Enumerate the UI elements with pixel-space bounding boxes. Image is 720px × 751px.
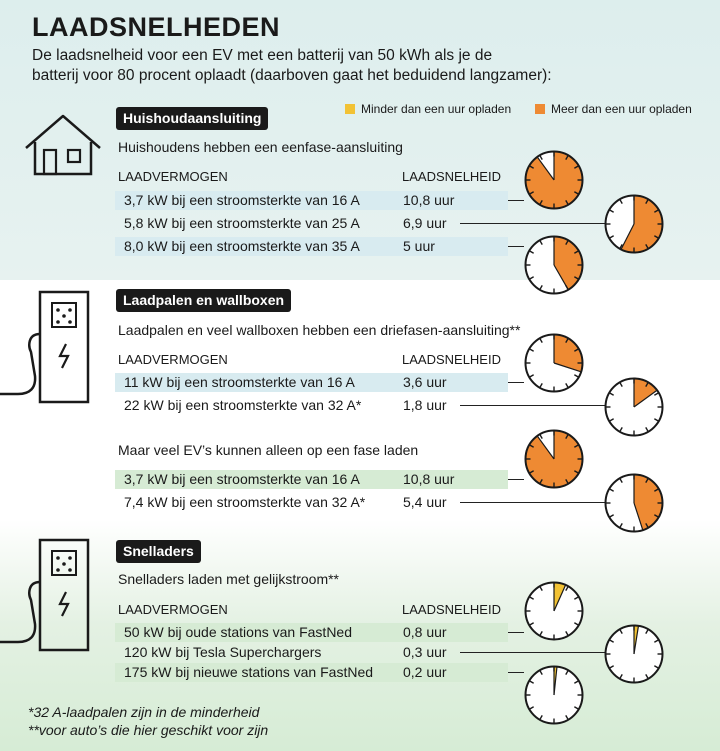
clock-wallbox-2	[603, 376, 665, 438]
wallbox-single-row-2-connector	[460, 502, 605, 503]
wallbox-badge: Laadpalen en wallboxen	[116, 289, 291, 312]
fast-row-3-label: 175 kW bij nieuwe stations van FastNed	[124, 664, 374, 680]
clock-wallbox-single-1	[523, 428, 585, 490]
fast-charger-icon	[0, 538, 100, 653]
household-row-2	[115, 214, 508, 233]
fast-subtitle: Snelladers laden met gelijkstroom**	[118, 571, 339, 587]
clock-household-1	[523, 149, 585, 211]
clock-fast-3	[523, 664, 585, 726]
household-col-speed: LAADSNELHEID	[402, 169, 501, 184]
fast-row-1-connector	[508, 632, 524, 633]
fast-row-3-connector	[508, 672, 524, 673]
wallbox-row-1	[115, 373, 508, 392]
wallbox-row-2-connector	[460, 405, 605, 406]
legend-label-over-hour: Meer dan een uur opladen	[551, 102, 692, 116]
household-row-1-value: 10,8 uur	[403, 192, 455, 208]
fast-row-1-value: 0,8 uur	[403, 624, 447, 640]
wallbox-row-1-connector	[508, 382, 524, 383]
fast-row-2-label: 120 kW bij Tesla Superchargers	[124, 644, 322, 660]
household-row-2-label: 5,8 kW bij een stroomsterkte van 25 A	[124, 215, 360, 231]
wallbox-single-row-1-connector	[508, 479, 524, 480]
household-row-2-value: 6,9 uur	[403, 215, 447, 231]
wallbox-row-2-label: 22 kW bij een stroomsterkte van 32 A*	[124, 397, 362, 413]
clock-household-3	[523, 234, 585, 296]
fast-badge: Snelladers	[116, 540, 201, 563]
legend-item-over-hour	[535, 102, 692, 116]
fast-row-1	[115, 623, 508, 642]
clock-wallbox-1	[523, 332, 585, 394]
clock-fast-2	[603, 623, 665, 685]
wallbox-subtitle: Laadpalen en veel wallboxen hebben een driefasen-aansluiting**	[118, 322, 521, 338]
wallbox-single-row-2-label: 7,4 kW bij een stroomsterkte van 32 A*	[124, 494, 366, 510]
fast-row-1-label: 50 kW bij oude stations van FastNed	[124, 624, 353, 640]
footnote-2: **voor auto’s die hier geschikt voor zijn	[28, 722, 269, 738]
wallbox-row-2	[115, 396, 508, 415]
fast-row-2	[115, 643, 508, 662]
clock-wallbox-single-2	[603, 472, 665, 534]
wallbox-single-row-1	[115, 470, 508, 489]
legend-label-under-hour: Minder dan een uur opladen	[361, 102, 512, 116]
household-col-power: LAADVERMOGEN	[118, 169, 228, 184]
household-row-3-connector	[508, 246, 524, 247]
intro-line-2: batterij voor 80 procent oplaadt (daarboven gaat het beduidend langzamer):	[32, 67, 552, 84]
fast-row-3-value: 0,2 uur	[403, 664, 447, 680]
intro-line-1: De laadsnelheid voor een EV met een batterij van 50 kWh als je de	[32, 47, 493, 64]
wallbox-single-row-2	[115, 493, 508, 512]
fast-col-power: LAADVERMOGEN	[118, 602, 228, 617]
household-row-1-connector	[508, 200, 524, 201]
household-row-2-connector	[460, 223, 605, 224]
clock-household-2	[603, 193, 665, 255]
wallbox-single-row-1-label: 3,7 kW bij een stroomsterkte van 16 A	[124, 471, 360, 487]
household-row-1	[115, 191, 508, 210]
charging-station-icon	[0, 290, 100, 405]
fast-row-2-value: 0,3 uur	[403, 644, 447, 660]
wallbox-subtitle-2: Maar veel EV’s kunnen alleen op een fase laden	[118, 442, 419, 458]
household-row-3	[115, 237, 508, 256]
clock-fast-1	[523, 580, 585, 642]
legend-item-under-hour	[345, 102, 511, 116]
household-row-3-label: 8,0 kW bij een stroomsterkte van 35 A	[124, 238, 360, 254]
fast-col-speed: LAADSNELHEID	[402, 602, 501, 617]
fast-row-3	[115, 663, 508, 682]
fast-row-2-connector	[460, 652, 605, 653]
household-subtitle: Huishoudens hebben een eenfase-aansluiting	[118, 139, 403, 155]
footnote-1: *32 A-laadpalen zijn in de minderheid	[28, 704, 260, 720]
household-row-1-label: 3,7 kW bij een stroomsterkte van 16 A	[124, 192, 360, 208]
page-title: LAADSNELHEDEN	[32, 12, 281, 42]
wallbox-row-1-label: 11 kW bij een stroomsterkte van 16 A	[124, 374, 355, 390]
legend-swatch-over-hour	[535, 104, 545, 114]
house-icon	[24, 112, 102, 176]
household-badge: Huishoudaansluiting	[116, 107, 268, 130]
legend-swatch-under-hour	[345, 104, 355, 114]
wallbox-col-power: LAADVERMOGEN	[118, 352, 228, 367]
wallbox-col-speed: LAADSNELHEID	[402, 352, 501, 367]
wallbox-single-row-2-value: 5,4 uur	[403, 494, 447, 510]
wallbox-single-row-1-value: 10,8 uur	[403, 471, 455, 487]
wallbox-row-1-value: 3,6 uur	[403, 374, 447, 390]
household-row-3-value: 5 uur	[403, 238, 435, 254]
wallbox-row-2-value: 1,8 uur	[403, 397, 447, 413]
